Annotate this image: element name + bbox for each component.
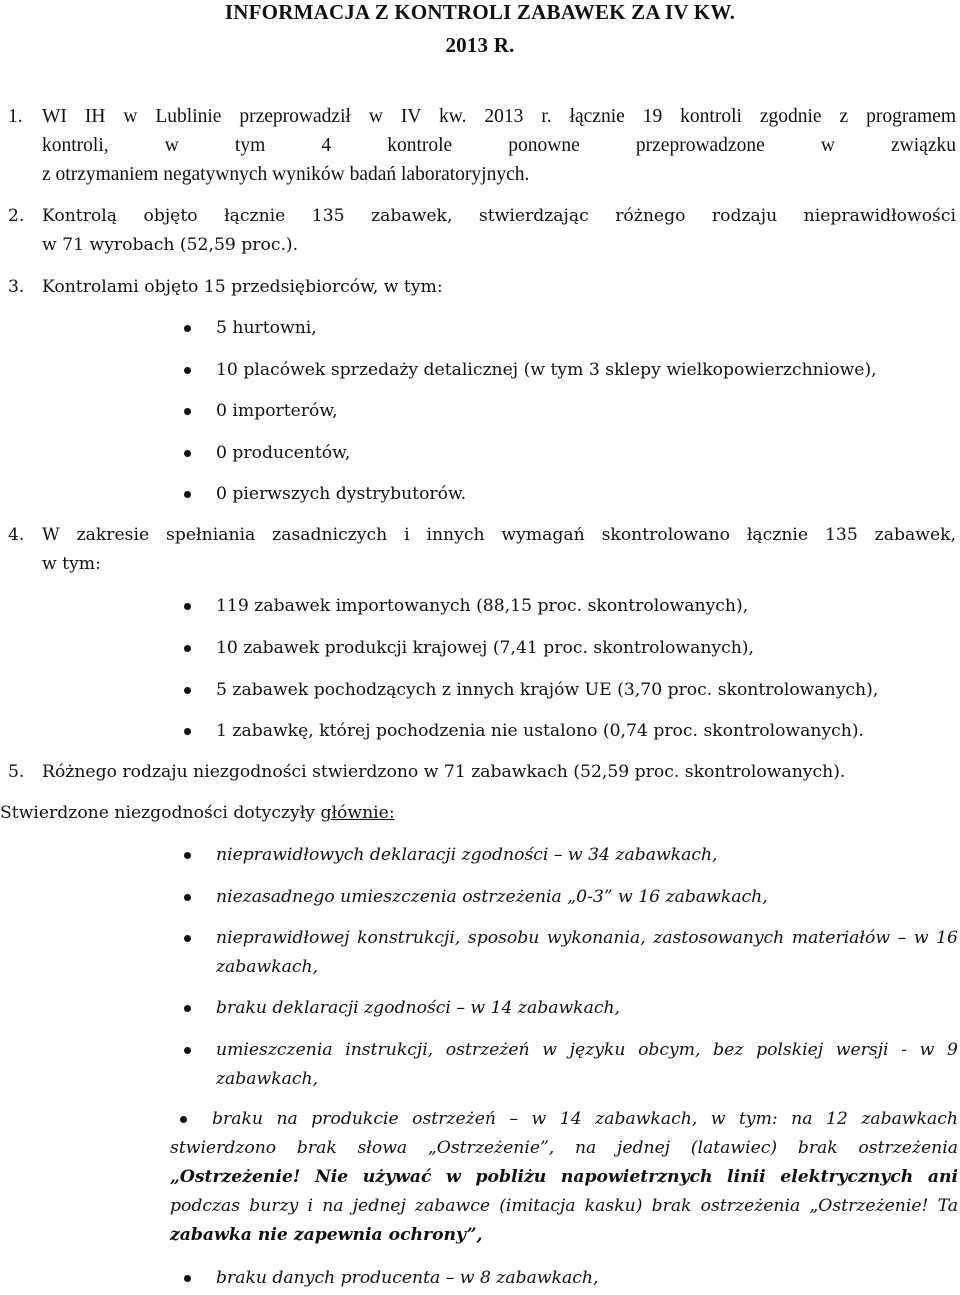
list-item: 0 importerów, xyxy=(216,401,338,421)
finding-item: nieprawidłowych deklaracji zgodności – w 34 zabawkach, xyxy=(216,845,718,865)
paragraph-1-line1: 1. WI IH w Lublinie przeprowadził w IV kw. 2013 r. łącznie 19 kontroli zgodnie z programem xyxy=(8,102,956,131)
list-item: 1 zabawkę, której pochodzenia nie ustalono (0,74 proc. skontrolowanych). xyxy=(216,721,865,741)
paragraph-5 xyxy=(8,758,956,787)
finding-item: braku deklaracji zgodności – w 14 zabawkach, xyxy=(216,998,621,1018)
finding-item: braku danych producenta – w 8 zabawkach, xyxy=(216,1268,599,1288)
finding-item: niezasadnego umieszczenia ostrzeżenia „0-3” w 16 zabawkach, xyxy=(216,887,768,907)
paragraph-4-line2: w tym: xyxy=(42,554,101,574)
bullet-icon xyxy=(184,450,191,457)
document-title-line2: 2013 R. xyxy=(445,33,515,57)
bullet-icon xyxy=(184,687,191,694)
list-item: 5 hurtowni, xyxy=(216,318,317,338)
bullet-icon xyxy=(184,491,191,498)
bullet-icon xyxy=(184,408,191,415)
bullet-icon xyxy=(184,1005,191,1012)
paragraph-3-number: 3. xyxy=(8,277,25,297)
paragraph-3 xyxy=(8,273,956,302)
bullet-icon xyxy=(184,728,191,735)
list-item: 10 zabawek produkcji krajowej (7,41 proc. skontrolowanych), xyxy=(216,638,754,658)
paragraph-5-line1: 5. Różnego rodzaju niezgodności stwierdzono w 71 zabawkach (52,59 proc. skontrolowanych). xyxy=(8,758,956,787)
bullet-icon xyxy=(184,1047,191,1054)
paragraph-1 xyxy=(8,102,956,189)
paragraph-2-line1: 2. Kontrolą objęto łącznie 135 zabawek, stwierdzając różnego rodzaju nieprawidłowości xyxy=(8,202,956,231)
paragraph-2-number: 2. xyxy=(8,206,25,226)
list-item: 10 placówek sprzedaży detalicznej (w tym 3 sklepy wielkopowierzchniowe), xyxy=(216,360,877,380)
finding-item: umieszczenia instrukcji, ostrzeżeń w języku obcym, bez polskiej wersji - w 9 zabawkach, xyxy=(216,1040,958,1089)
bullet-icon xyxy=(184,935,191,942)
bullet-icon xyxy=(184,894,191,901)
finding-item: braku na produkcie ostrzeżeń – w 14 zabawkach, w tym: na 12 zabawkach stwierdzono brak słowa „Ostrzeżenie”, na jednej (latawiec) brak ostrzeżenia „Ostrzeżenie! Nie używać w pobliżu napowietrznych linii elektrycznych ani podczas burzy i na jednej zabawce (imitacja kasku) brak ostrzeżenia „Ostrzeżenie! Ta zabawka nie zapewnia ochrony”, xyxy=(170,1109,958,1245)
paragraph-4-line1: 4. W zakresie spełniania zasadniczych i innych wymagań skontrolowano łącznie 135 zabawek, xyxy=(8,521,956,550)
bullet-icon xyxy=(184,1275,191,1282)
list-item: 119 zabawek importowanych (88,15 proc. skontrolowanych), xyxy=(216,596,749,616)
document-title-line1: INFORMACJA Z KONTROLI ZABAWEK ZA IV KW. xyxy=(224,0,736,24)
bullet-icon xyxy=(184,852,191,859)
finding-item: nieprawidłowej konstrukcji, sposobu wykonania, zastosowanych materiałów – w 16 zabawkach, xyxy=(216,928,958,977)
list-item: 0 pierwszych dystrybutorów. xyxy=(216,484,467,504)
paragraph-1-number: 1. xyxy=(8,106,23,127)
paragraph-2 xyxy=(8,202,956,260)
paragraph-1-line2: kontroli, w tym 4 kontrole ponowne przeprowadzone w związku xyxy=(42,135,956,156)
findings-intro: Stwierdzone niezgodności dotyczyły głównie: xyxy=(0,803,395,823)
paragraph-1-line3: z otrzymaniem negatywnych wyników badań laboratoryjnych. xyxy=(42,164,530,185)
paragraph-4 xyxy=(8,521,956,579)
findings-intro-underlined: głównie: xyxy=(320,803,395,823)
list-item: 5 zabawek pochodzących z innych krajów UE (3,70 proc. skontrolowanych), xyxy=(216,680,879,700)
paragraph-2-line2: w 71 wyrobach (52,59 proc.). xyxy=(42,235,299,255)
paragraph-4-number: 4. xyxy=(8,525,25,545)
list-item: 0 producentów, xyxy=(216,443,351,463)
paragraph-3-line1: 3. Kontrolami objęto 15 przedsiębiorców, w tym: xyxy=(8,273,956,302)
bullet-icon xyxy=(184,367,191,374)
bullet-icon xyxy=(184,603,191,610)
bullet-icon xyxy=(184,645,191,652)
paragraph-5-number: 5. xyxy=(8,762,25,782)
bullet-icon xyxy=(184,325,191,332)
